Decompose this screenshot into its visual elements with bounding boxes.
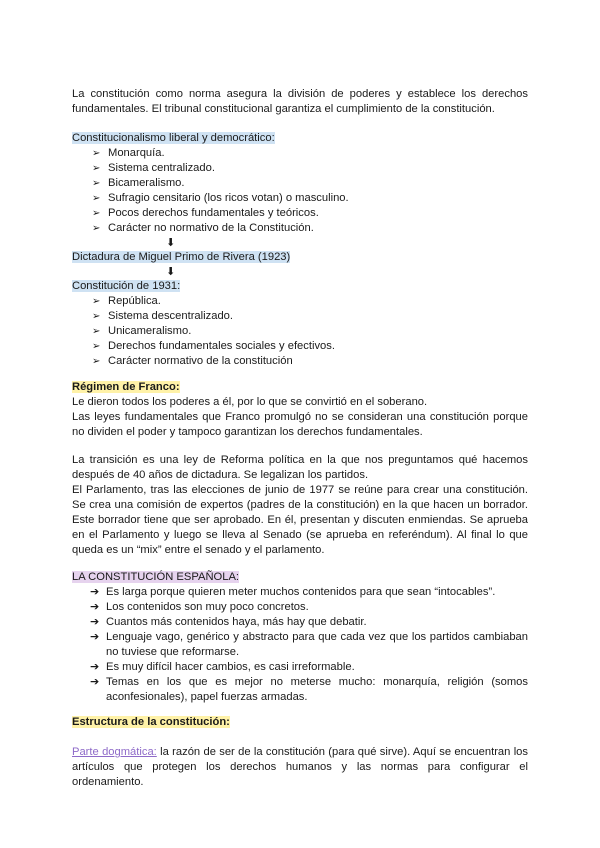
list-item: ➢ Pocos derechos fundamentales y teóricos. (92, 207, 319, 219)
c1931-list (72, 294, 528, 369)
transicion-text-2: El Parlamento, tras las elecciones de junio de 1977 se reúne para crear una constitución. Se crea una comisión de expertos (padres de la constitución) en la que hacen un borrador. Este borrador tiene que ser aprobado. En él, presentan y discuten enmiendas. Se aprueba en el Parlamento y luego se lleva al Senado (se aprueba en referéndum). Al final lo que queda es un “mix” entre el senado y el parlamento. (72, 484, 528, 556)
list-item: ➔ Lenguaje vago, genérico y abstracto para que cada vez que los partidos cambiaban no tuviese que reformarse. (90, 631, 528, 658)
liberal-heading: Constitucionalismo liberal y democrático: (72, 132, 275, 144)
list-item: ➔ Temas en los que es mejor no meterse mucho: monarquía, religión (somos aconfesionales), papel fuerzas armadas. (90, 676, 528, 703)
liberal-section (72, 131, 528, 369)
franco-section (72, 380, 528, 440)
parte-dogmatica-paragraph (72, 745, 528, 790)
down-arrow-icon: ⬇ (166, 237, 176, 249)
parte-dogmatica-link[interactable]: Parte dogmática: (72, 746, 157, 758)
ce-list (72, 585, 528, 705)
franco-heading: Régimen de Franco: (72, 381, 180, 393)
transicion-text-1: La transición es una ley de Reforma política en la que nos preguntamos qué hacemos después de 40 años de dictadura. Se legalizan los partidos. (72, 454, 528, 481)
dictadura-heading: Dictadura de Miguel Primo de Rivera (1923) (72, 251, 291, 263)
list-item: ➢ Carácter normativo de la constitución (92, 355, 293, 367)
arrow-bullet-icon: ➔ (90, 661, 100, 673)
arrow-bullet-icon: ➔ (90, 631, 100, 643)
c1931-heading: Constitución de 1931: (72, 280, 181, 292)
down-arrow-icon: ⬇ (166, 266, 176, 278)
estructura-heading: Estructura de la constitución: (72, 716, 230, 728)
arrow-bullet-icon: ➔ (90, 586, 100, 598)
arrowhead-bullet-icon: ➢ (92, 223, 101, 234)
list-item: ➔ Es muy difícil hacer cambios, es casi irreformable. (90, 661, 355, 673)
list-item: ➢ Monarquía. (92, 147, 165, 159)
arrowhead-bullet-icon: ➢ (92, 341, 101, 352)
parte-dogmatica-text: la razón de ser de la constitución (para qué sirve). Aquí se encuentran los artículos que protegen los derechos humanos y las normas para configurar el ordenamiento. (72, 746, 528, 788)
arrowhead-bullet-icon: ➢ (92, 356, 101, 367)
list-item: ➔ Cuantos más contenidos haya, más hay que debatir. (90, 616, 367, 628)
list-item: ➢ Carácter no normativo de la Constitución. (92, 222, 314, 234)
liberal-list (72, 146, 528, 236)
arrow-bullet-icon: ➔ (90, 601, 100, 613)
list-item: ➢ República. (92, 295, 161, 307)
arrowhead-bullet-icon: ➢ (92, 193, 101, 204)
franco-text-1: Le dieron todos los poderes a él, por lo que se convirtió en el soberano. (72, 396, 428, 408)
arrow-bullet-icon: ➔ (90, 616, 100, 628)
transicion-section (72, 453, 528, 558)
list-item: ➔ Es larga porque quieren meter muchos contenidos para que sean “intocables”. (90, 586, 496, 598)
arrowhead-bullet-icon: ➢ (92, 311, 101, 322)
franco-text-2: Las leyes fundamentales que Franco promulgó no se consideran una constitución porque no dividen el poder y tampoco garantizan los derechos fundamentales. (72, 411, 528, 438)
list-item: ➢ Sufragio censitario (los ricos votan) o masculino. (92, 192, 349, 204)
intro-text: La constitución como norma asegura la división de poderes y establece los derechos fundamentales. El tribunal constitucional garantiza el cumplimiento de la constitución. (72, 88, 528, 115)
list-item: ➢ Sistema descentralizado. (92, 310, 233, 322)
arrowhead-bullet-icon: ➢ (92, 163, 101, 174)
arrowhead-bullet-icon: ➢ (92, 178, 101, 189)
ce-heading: LA CONSTITUCIÓN ESPAÑOLA: (72, 571, 240, 583)
ce-section (72, 570, 528, 705)
arrowhead-bullet-icon: ➢ (92, 208, 101, 219)
list-item: ➢ Bicameralismo. (92, 177, 185, 189)
list-item: ➢ Unicameralismo. (92, 325, 192, 337)
arrow-bullet-icon: ➔ (90, 676, 100, 688)
list-item: ➢ Derechos fundamentales sociales y efectivos. (92, 340, 335, 352)
list-item: ➢ Sistema centralizado. (92, 162, 215, 174)
estructura-section (72, 715, 528, 730)
arrowhead-bullet-icon: ➢ (92, 148, 101, 159)
arrowhead-bullet-icon: ➢ (92, 296, 101, 307)
intro-paragraph (72, 87, 528, 117)
list-item: ➔ Los contenidos son muy poco concretos. (90, 601, 309, 613)
arrowhead-bullet-icon: ➢ (92, 326, 101, 337)
